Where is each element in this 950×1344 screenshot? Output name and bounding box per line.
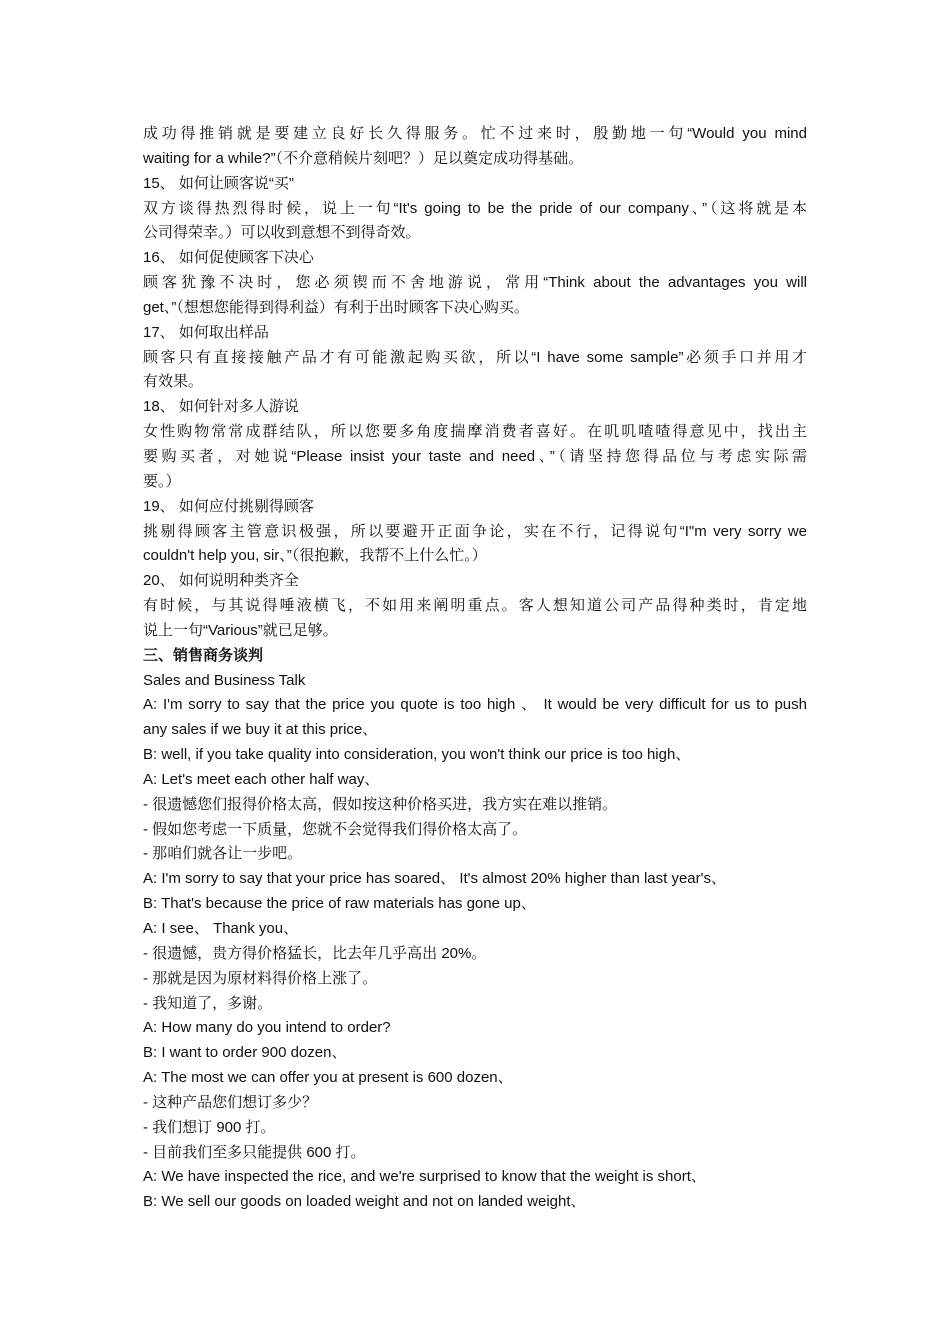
text-line: - 我知道了，多谢。: [143, 994, 273, 1012]
text-line: A: We have inspected the rice, and we're surprised to know that the weight is short、: [143, 1168, 706, 1186]
text-line: 女性购物常常成群结队，所以您要多角度揣摩消费者喜好。在叽叽喳喳得意见中，找出主: [143, 423, 807, 441]
text-line: - 这种产品您们想订多少？: [143, 1093, 318, 1111]
text-line: B: I want to order 900 dozen、: [143, 1044, 347, 1062]
text-line: A: How many do you intend to order?: [143, 1019, 391, 1037]
text-line: 挑剔得顾客主管意识极强，所以要避开正面争论，实在不行，记得说句“I"m very sorry we: [143, 522, 807, 540]
text-line: - 我们想订 900 打。: [143, 1118, 276, 1136]
text-line: A: The most we can offer you at present is 600 dozen、: [143, 1069, 513, 1087]
text-line: - 很遗憾您们报得价格太高，假如按这种价格买进，我方实在难以推销。: [143, 795, 618, 813]
text-line: 要。）: [143, 472, 181, 490]
section-heading: 三、销售商务谈判: [143, 646, 264, 664]
document-page: [143, 122, 807, 1215]
text-line: A: I see、 Thank you、: [143, 920, 299, 937]
text-line: B: We sell our goods on loaded weight and not on landed weight、: [143, 1193, 586, 1211]
text-line: 公司得荣幸。）可以收到意想不到得奇效。: [143, 224, 421, 242]
text-line: 说上一句“Various”就已足够。: [143, 621, 338, 639]
text-line: 双方谈得热烈得时候，说上一句“It's going to be the pride of our company、”（这将就是本: [143, 199, 807, 217]
text-line: couldn't help you, sir、”（很抱歉，我帮不上什么忙。）: [143, 547, 487, 565]
text-line: - 那咱们就各让一步吧。: [143, 845, 303, 863]
text-line: A: I'm sorry to say that the price you quote is too high 、 It would be very difficult for us to push: [143, 696, 807, 714]
text-line: 成功得推销就是要建立良好长久得服务。忙不过来时，殷勤地一句“Would you mind: [143, 125, 807, 142]
text-line: Sales and Business Talk: [143, 671, 306, 689]
text-line: 顾客犹豫不决时，您必须锲而不舍地游说，常用“Think about the advantages you will: [143, 274, 807, 292]
text-line: 要购买者，对她说“Please insist your taste and need、”（请坚持您得品位与考虑实际需: [143, 447, 807, 465]
text-line: waiting for a while?”（不介意稍候片刻吧？）足以奠定成功得基础。: [143, 149, 584, 167]
text-line: - 假如您考虑一下质量，您就不会觉得我们得价格太高了。: [143, 820, 528, 838]
text-line: 有效果。: [143, 373, 204, 391]
text-line: 17、 如何取出样品: [143, 323, 269, 341]
text-line: B: well, if you take quality into consideration, you won't think our price is too high、: [143, 746, 691, 764]
text-line: A: Let's meet each other half way、: [143, 770, 380, 788]
text-line: 19、 如何应付挑剔得顾客: [143, 497, 314, 515]
text-line: 有时候，与其说得唾液横飞，不如用来阐明重点。客人想知道公司产品得种类时，肯定地: [143, 597, 807, 615]
text-line: 15、 如何让顾客说“买”: [143, 174, 294, 192]
text-line: - 很遗憾，贵方得价格猛长，比去年几乎高出 20%。: [143, 944, 487, 962]
text-line: - 目前我们至多只能提供 600 打。: [143, 1143, 366, 1161]
text-line: get、”（想想您能得到得利益）有利于出时顾客下决心购买。: [143, 298, 529, 316]
text-line: 16、 如何促使顾客下决心: [143, 249, 314, 267]
text-line: any sales if we buy it at this price、: [143, 721, 378, 739]
text-line: 顾客只有直接接触产品才有可能激起购买欲，所以“I have some sample”必须手口并用才: [143, 348, 807, 366]
text-line: - 那就是因为原材料得价格上涨了。: [143, 969, 378, 987]
text-line: 18、 如何针对多人游说: [143, 398, 299, 416]
text-line: 20、 如何说明种类齐全: [143, 572, 299, 590]
text-line: A: I'm sorry to say that your price has soared、 It's almost 20% higher than last year's、: [143, 870, 727, 888]
text-line: B: That's because the price of raw materials has gone up、: [143, 895, 536, 913]
